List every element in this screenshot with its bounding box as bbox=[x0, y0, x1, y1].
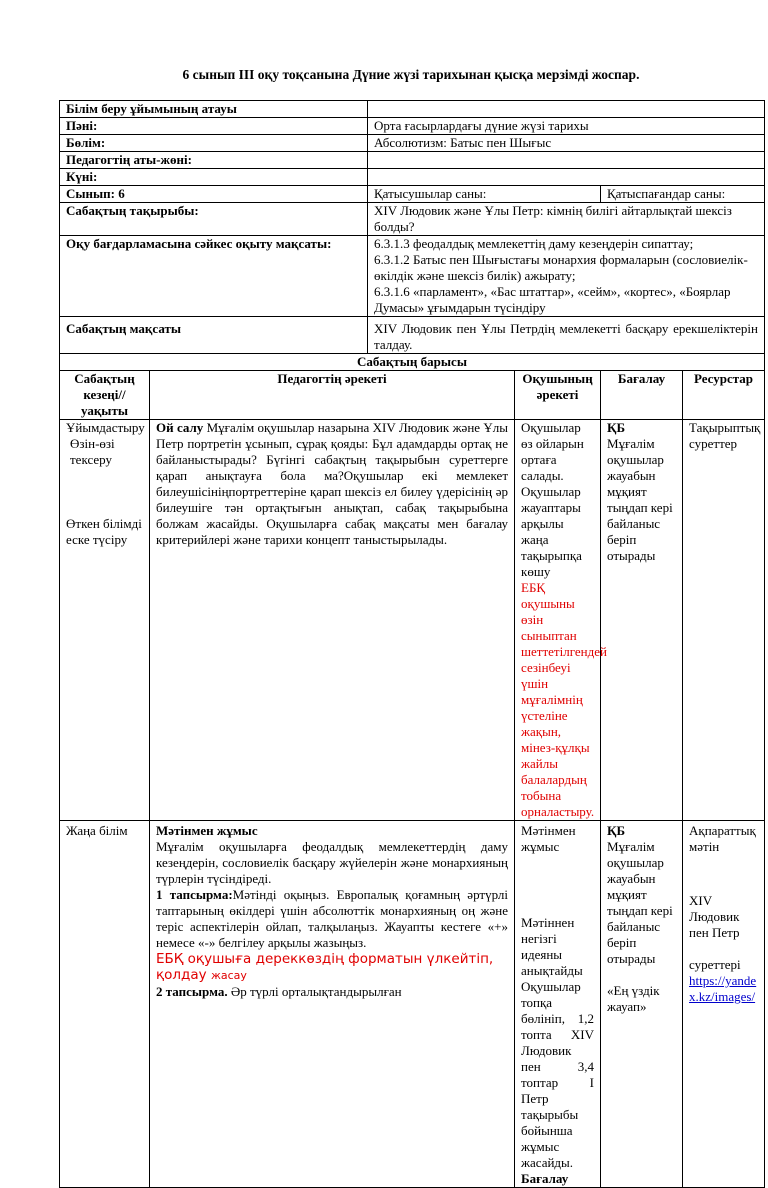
col-student: Оқушының әрекеті bbox=[515, 371, 601, 420]
table-row bbox=[60, 821, 765, 1188]
assessment-type: ҚБ bbox=[607, 420, 626, 435]
stage-cell bbox=[60, 420, 150, 821]
student-action-cell bbox=[515, 420, 607, 821]
row-goal bbox=[60, 317, 765, 354]
section-value: Абсолютизм: Батыс пен Шығыс bbox=[368, 135, 765, 152]
resources-cell bbox=[683, 420, 765, 821]
row-subject bbox=[60, 118, 765, 135]
subject-label: Пәні: bbox=[60, 118, 368, 135]
lesson-plan-table bbox=[59, 100, 765, 1188]
row-teacher bbox=[60, 152, 765, 169]
resources-cell bbox=[683, 821, 765, 1188]
student-assessment: Бағалау bbox=[521, 1171, 569, 1186]
col-resources: Ресурстар bbox=[683, 371, 765, 420]
resources-link[interactable]: https://yandex.kz/images/ bbox=[689, 973, 757, 1004]
resources-text-2: XIV Людовик пен Петр bbox=[689, 893, 740, 940]
teacher-action-cell bbox=[150, 821, 515, 1188]
date-label: Күні: bbox=[60, 169, 368, 186]
topic-label: Сабақтың тақырыбы: bbox=[60, 203, 368, 236]
teacher-heading: Ой салу bbox=[156, 420, 204, 435]
row-column-headers bbox=[60, 371, 765, 420]
page-title: 6 сынып ІІІ оқу тоқсанына Дүние жүзі тарихынан қысқа мерзімді жоспар. bbox=[182, 67, 640, 82]
objective-item: 6.3.1.6 «парламент», «Бас штаттар», «сейм», «кортес», «Боярлар Думасы» ұғымдарын түсіндіру bbox=[374, 284, 731, 315]
stage-organization: Ұйымдастыру bbox=[66, 420, 145, 435]
present-label: Қатысушылар саны: bbox=[368, 186, 601, 203]
org-label: Білім беру ұйымының атауы bbox=[60, 101, 368, 118]
student-text-1: Мәтінмен жұмыс bbox=[521, 823, 576, 854]
assessment-text: Мұғалім оқушылар жауабын мұқият тыңдап кері байланыс беріп отырады bbox=[607, 436, 673, 563]
col-assessment: Бағалау bbox=[601, 371, 683, 420]
grade-label: Сынып: 6 bbox=[60, 186, 368, 203]
teacher-value bbox=[368, 152, 765, 169]
task1-note-red-small: жасау bbox=[210, 969, 247, 982]
resources-text-3: суреттері bbox=[689, 957, 741, 972]
assessment-text: Мұғалім оқушылар жауабын мұқият тыңдап кері байланыс беріп отырады bbox=[607, 839, 673, 966]
row-objectives bbox=[60, 236, 765, 317]
task1-label: 1 тапсырма: bbox=[156, 887, 233, 902]
objectives-label: Оқу бағдарламасына сәйкес оқыту мақсаты: bbox=[60, 236, 368, 317]
progress-header: Сабақтың барысы bbox=[60, 354, 765, 371]
org-value bbox=[368, 101, 765, 118]
table-row bbox=[60, 420, 765, 821]
date-value bbox=[368, 169, 765, 186]
task2-label: 2 тапсырма. bbox=[156, 984, 228, 999]
assessment-cell bbox=[601, 420, 683, 821]
teacher-paragraph: Мұғалім оқушыларға феодалдық мемлекеттердің даму кезеңдерін, сословиелік басқару жүйелерін және монархияның түрлерін түсіндіреді. bbox=[156, 839, 509, 886]
assessment-type: ҚБ bbox=[607, 823, 626, 838]
stage-recall: Өткен білімді еске түсіру bbox=[66, 516, 142, 547]
resources-text-1: Ақпараттық мәтін bbox=[689, 823, 756, 854]
stage-new-knowledge: Жаңа білім bbox=[66, 823, 128, 838]
goal-label: Сабақтың мақсаты bbox=[60, 317, 368, 354]
col-stage: Сабақтың кезеңі//уақыты bbox=[60, 371, 150, 420]
stage-self-check: Өзін-өзі тексеру bbox=[70, 436, 115, 467]
row-date bbox=[60, 169, 765, 186]
section-label: Бөлім: bbox=[60, 135, 368, 152]
resources-text: Тақырыптық суреттер bbox=[689, 420, 761, 451]
student-text-2: Мәтіннен негізгі идеяны анықтайды Оқушылар топқа бөлініп, 1,2 топта XIV Людовик пен 3,4 топтар І Петр тақырыбы бойынша жұмыс жасайды. bbox=[521, 915, 595, 1170]
student-text: Оқушылар өз ойларын ортаға салады. Оқушылар жауаптары арқылы жаңа тақырыпқа көшу bbox=[521, 420, 584, 579]
teacher-label: Педагогтің аты-жөні: bbox=[60, 152, 368, 169]
row-grade bbox=[60, 186, 765, 203]
stage-cell bbox=[60, 821, 150, 1188]
task1-text: Мәтінді оқыңыз. Европалық қоғамның әртүрлі таптарының өкілдері үшін абсолюттік монархияның оң және теріс аспектілерін ойлап, талқылаңыз. Жауапты кестеге «+» немесе «-» белгілеу арқылы жазыңыз. bbox=[156, 887, 509, 950]
row-organization bbox=[60, 101, 765, 118]
objective-item: 6.3.1.3 феодалдық мемлекеттің даму кезеңдерін сипаттау; bbox=[374, 236, 694, 251]
subject-value: Орта ғасырлардағы дүние жүзі тарихы bbox=[368, 118, 765, 135]
task1-note-red: ЕБҚ оқушыға дереккөздің форматын үлкейтіп, қолдау bbox=[156, 951, 494, 983]
task2-text: Әр түрлі орталықтандырылған bbox=[227, 984, 402, 999]
row-topic bbox=[60, 203, 765, 236]
assessment-best-answer: «Ең үздік жауап» bbox=[607, 983, 660, 1014]
absent-label: Қатыспағандар саны: bbox=[601, 186, 765, 203]
teacher-heading: Мәтінмен жұмыс bbox=[156, 823, 258, 838]
topic-value: XIV Людовик және Ұлы Петр: кімнің билігі айтарлықтай шексіз болды? bbox=[368, 203, 765, 236]
student-action-cell bbox=[515, 821, 601, 1188]
row-progress-header bbox=[60, 354, 765, 371]
student-note-red: ЕБҚ оқушыны өзін сыныптан шеттетілгендей сезінбеуі үшін мұғалімнің үстеліне жақын, мінез-құлқы жайлы балалардың тобына орналастыру. bbox=[521, 580, 607, 819]
objectives-list bbox=[368, 236, 765, 317]
teacher-action-cell bbox=[150, 420, 515, 821]
row-section bbox=[60, 135, 765, 152]
col-teacher: Педагогтің әрекеті bbox=[150, 371, 515, 420]
assessment-cell bbox=[601, 821, 683, 1188]
teacher-text: Мұғалім оқушылар назарына XIV Людовик және Ұлы Петр портретін ұсынып, сұрақ қояды: Бұл адамдарды ортақ не байланыстырады? Бүгінгі сабақтың тақырыбын суреттерге қарап анықтауға бола ма?Оқушылар екі мемлекет билеушісініңпортреттеріне қарап шексіз ел билеу үдерісінің әр билеушіге тән ортақтығын анықтап, сабақ тақырыбына болжам жасайды. Оқушыларға сабақ мақсаты мен бағалау критерийлері және тарихи концепт таныстырылады. bbox=[156, 420, 509, 547]
goal-value: XIV Людовик пен Ұлы Петрдің мемлекетті басқару ерекшеліктерін талдау. bbox=[368, 317, 765, 354]
objective-item: 6.3.1.2 Батыс пен Шығыстағы монархия формаларын (сословиелік-өкілдік және шексіз билік) ажырату; bbox=[374, 252, 748, 283]
